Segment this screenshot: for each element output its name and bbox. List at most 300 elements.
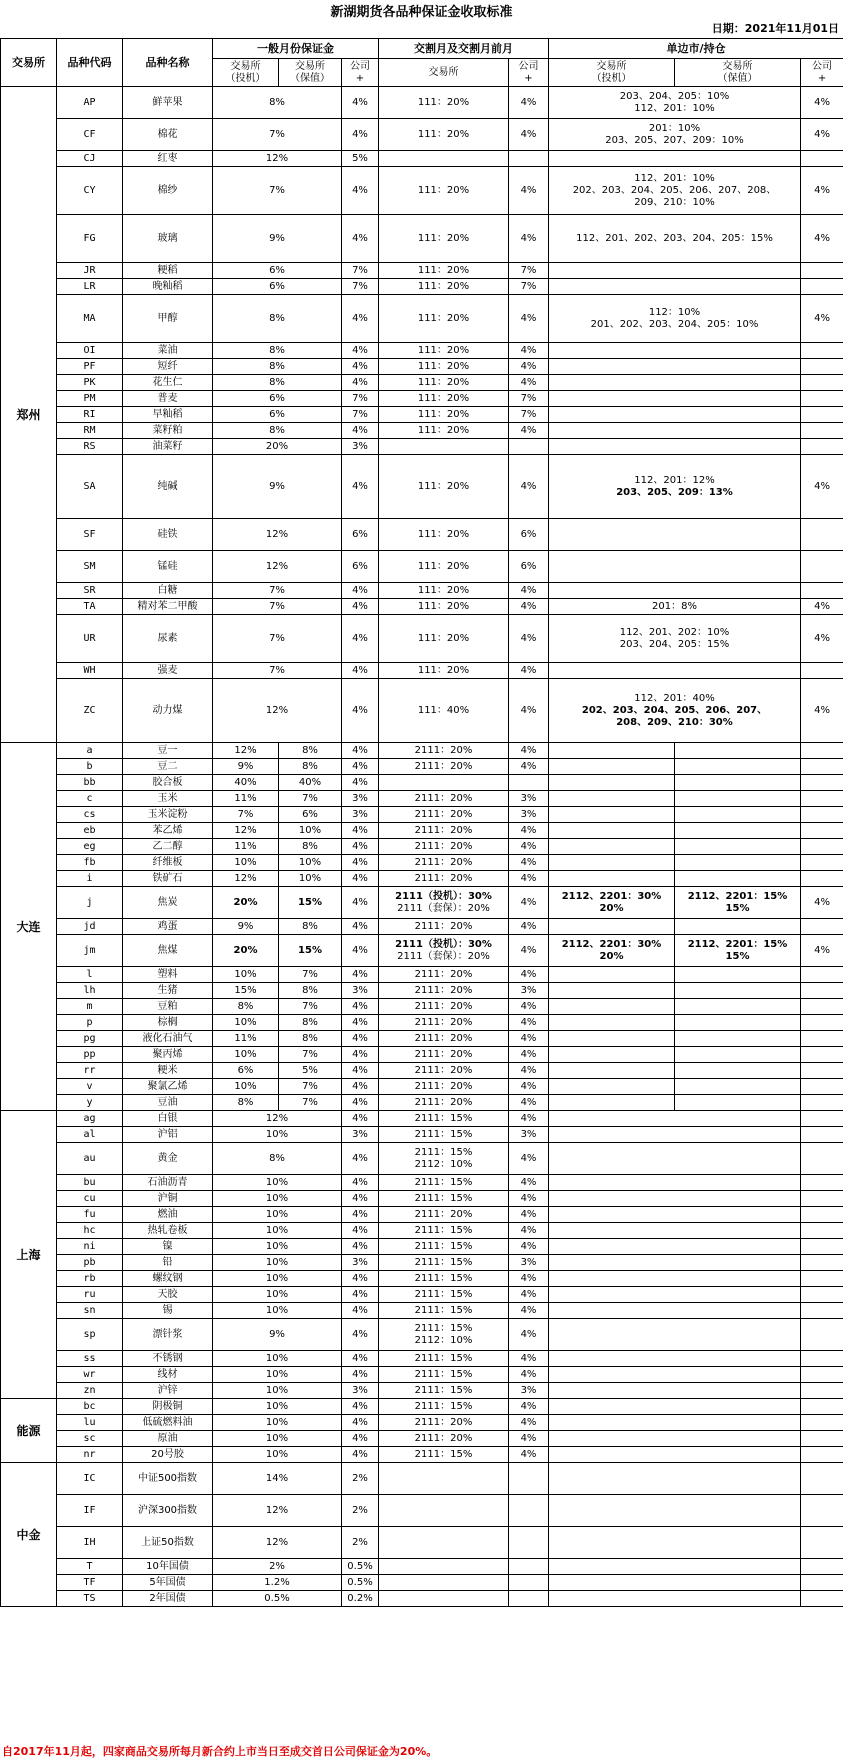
unilateral-hedge xyxy=(675,887,801,919)
delivery-company-margin: 4% xyxy=(509,1095,549,1111)
table-row xyxy=(1,391,843,407)
product-name: 菜籽粕 xyxy=(123,423,213,439)
spec-margin: 7% xyxy=(213,807,279,823)
table-row xyxy=(1,1399,843,1415)
product-code: l xyxy=(57,967,123,983)
margin-table xyxy=(0,38,843,1607)
company-margin: 3% xyxy=(342,1383,379,1399)
unilateral-hedge xyxy=(675,823,801,839)
spec-margin: 10% xyxy=(213,855,279,871)
delivery-margin: 111：20% xyxy=(379,519,509,551)
company-margin: 4% xyxy=(342,919,379,935)
product-code: TA xyxy=(57,599,123,615)
hedge-margin: 8% xyxy=(279,983,342,999)
company-margin: 4% xyxy=(342,1063,379,1079)
delivery-company-margin: 4% xyxy=(509,999,549,1015)
delivery-margin: 2111：15% xyxy=(379,1367,509,1383)
delivery-margin: 111：20% xyxy=(379,663,509,679)
unilateral-spec xyxy=(549,855,675,871)
product-code: b xyxy=(57,759,123,775)
header-unilateral-company-line: 公司 xyxy=(812,60,833,72)
header-unilateral-hedge-line: （保值） xyxy=(717,72,758,84)
table-row xyxy=(1,455,843,519)
company-margin: 4% xyxy=(342,1095,379,1111)
product-name: 沪锌 xyxy=(123,1383,213,1399)
unilateral-margin xyxy=(549,1367,801,1383)
delivery-company-margin: 4% xyxy=(509,1191,549,1207)
product-name: 玻璃 xyxy=(123,215,213,263)
unilateral-margin xyxy=(549,1527,801,1559)
delivery-margin: 111：20% xyxy=(379,423,509,439)
unilateral-spec xyxy=(549,759,675,775)
product-name: 生猪 xyxy=(123,983,213,999)
table-row xyxy=(1,1207,843,1223)
unilateral-margin xyxy=(549,1495,801,1527)
hedge-margin: 10% xyxy=(279,871,342,887)
product-code: IH xyxy=(57,1527,123,1559)
company-margin: 3% xyxy=(342,791,379,807)
unilateral-company-margin xyxy=(801,1047,843,1063)
delivery-company-margin: 4% xyxy=(509,1351,549,1367)
exchange-margin: 12% xyxy=(213,1111,342,1127)
exchange-margin: 14% xyxy=(213,1463,342,1495)
delivery-margin-line: 2111（套保）：20% xyxy=(397,950,490,962)
product-code: ni xyxy=(57,1239,123,1255)
company-margin: 4% xyxy=(342,1223,379,1239)
unilateral-company-margin: 4% xyxy=(801,679,843,743)
delivery-company-margin: 7% xyxy=(509,407,549,423)
product-name: 白银 xyxy=(123,1111,213,1127)
spec-margin: 11% xyxy=(213,839,279,855)
product-name: 低硫燃料油 xyxy=(123,1415,213,1431)
unilateral-margin xyxy=(549,279,801,295)
unilateral-margin xyxy=(549,1143,801,1175)
unilateral-hedge xyxy=(675,743,801,759)
product-code: sn xyxy=(57,1303,123,1319)
unilateral-margin-line: 202、203、204、205、206、207、208、 xyxy=(572,184,777,196)
delivery-company-margin: 4% xyxy=(509,935,549,967)
table-row xyxy=(1,1287,843,1303)
table-row xyxy=(1,823,843,839)
unilateral-margin-line: 201：10% xyxy=(648,122,701,134)
delivery-margin: 111：20% xyxy=(379,551,509,583)
exchange-margin: 0.5% xyxy=(213,1591,342,1607)
unilateral-company-margin xyxy=(801,1111,843,1127)
delivery-company-margin: 4% xyxy=(509,599,549,615)
product-code: ss xyxy=(57,1351,123,1367)
delivery-margin: 2111：15% xyxy=(379,1255,509,1271)
unilateral-company-margin: 4% xyxy=(801,167,843,215)
company-margin: 4% xyxy=(342,215,379,263)
header-unilateral-company xyxy=(801,59,843,87)
unilateral-spec-line: 2112、2201：30% xyxy=(561,938,662,950)
delivery-margin: 111：20% xyxy=(379,167,509,215)
table-row xyxy=(1,839,843,855)
header-unilateral-company-line: + xyxy=(817,72,827,84)
product-code: nr xyxy=(57,1447,123,1463)
product-code: i xyxy=(57,871,123,887)
table-row xyxy=(1,87,843,119)
unilateral-company-margin xyxy=(801,1255,843,1271)
delivery-company-margin: 4% xyxy=(509,759,549,775)
header-spec-line: （投机） xyxy=(225,72,266,84)
company-margin: 4% xyxy=(342,1143,379,1175)
table-row xyxy=(1,1079,843,1095)
exchange-margin: 10% xyxy=(213,1399,342,1415)
company-margin: 4% xyxy=(342,1367,379,1383)
exchange-margin: 8% xyxy=(213,359,342,375)
spec-margin: 10% xyxy=(213,1015,279,1031)
product-name: 锰硅 xyxy=(123,551,213,583)
spec-margin: 10% xyxy=(213,967,279,983)
product-code: PM xyxy=(57,391,123,407)
product-name: 沪铜 xyxy=(123,1191,213,1207)
unilateral-spec-line: 20% xyxy=(599,950,624,962)
exchange-margin: 10% xyxy=(213,1271,342,1287)
unilateral-company-margin xyxy=(801,1015,843,1031)
delivery-company-margin: 4% xyxy=(509,343,549,359)
unilateral-company-margin xyxy=(801,1063,843,1079)
exchange-margin: 10% xyxy=(213,1127,342,1143)
product-name: 强麦 xyxy=(123,663,213,679)
exchange-margin: 9% xyxy=(213,215,342,263)
delivery-margin xyxy=(379,1143,509,1175)
product-name: 豆二 xyxy=(123,759,213,775)
unilateral-hedge xyxy=(675,855,801,871)
company-margin: 0.5% xyxy=(342,1575,379,1591)
delivery-company-margin: 4% xyxy=(509,871,549,887)
unilateral-company-margin xyxy=(801,375,843,391)
unilateral-spec xyxy=(549,1095,675,1111)
unilateral-margin xyxy=(549,295,801,343)
product-name: 豆一 xyxy=(123,743,213,759)
delivery-margin: 2111：15% xyxy=(379,1287,509,1303)
delivery-company-margin: 4% xyxy=(509,1319,549,1351)
delivery-company-margin xyxy=(509,775,549,791)
product-name: 中证500指数 xyxy=(123,1463,213,1495)
delivery-company-margin: 4% xyxy=(509,1031,549,1047)
delivery-margin-line: 2112：10% xyxy=(414,1334,473,1346)
delivery-margin: 111：20% xyxy=(379,263,509,279)
unilateral-margin-line: 112：10% xyxy=(648,306,701,318)
product-name: 液化石油气 xyxy=(123,1031,213,1047)
table-row xyxy=(1,967,843,983)
table-row xyxy=(1,1111,843,1127)
unilateral-margin xyxy=(549,455,801,519)
product-code: v xyxy=(57,1079,123,1095)
product-name: 漂针浆 xyxy=(123,1319,213,1351)
spec-margin: 15% xyxy=(213,983,279,999)
unilateral-company-margin xyxy=(801,1367,843,1383)
product-code: lh xyxy=(57,983,123,999)
product-code: RI xyxy=(57,407,123,423)
delivery-margin xyxy=(379,1559,509,1575)
product-name: 镍 xyxy=(123,1239,213,1255)
unilateral-margin xyxy=(549,679,801,743)
hedge-margin: 8% xyxy=(279,743,342,759)
delivery-margin: 2111：20% xyxy=(379,791,509,807)
header-unilateral-margin: 单边市/持仓 xyxy=(549,39,843,59)
product-name: 棉花 xyxy=(123,119,213,151)
product-code: j xyxy=(57,887,123,919)
delivery-company-margin: 4% xyxy=(509,663,549,679)
delivery-margin: 2111：15% xyxy=(379,1239,509,1255)
product-name: 铅 xyxy=(123,1255,213,1271)
exchange-margin: 10% xyxy=(213,1367,342,1383)
unilateral-hedge xyxy=(675,759,801,775)
spec-margin: 10% xyxy=(213,1079,279,1095)
company-margin: 4% xyxy=(342,1303,379,1319)
table-row xyxy=(1,1495,843,1527)
delivery-margin: 2111：20% xyxy=(379,807,509,823)
unilateral-spec xyxy=(549,935,675,967)
product-name: 苯乙烯 xyxy=(123,823,213,839)
product-code: bc xyxy=(57,1399,123,1415)
product-code: pp xyxy=(57,1047,123,1063)
exchange-margin: 7% xyxy=(213,583,342,599)
unilateral-company-margin xyxy=(801,407,843,423)
exchange-margin: 7% xyxy=(213,615,342,663)
delivery-margin xyxy=(379,1463,509,1495)
product-name: 普麦 xyxy=(123,391,213,407)
product-code: MA xyxy=(57,295,123,343)
product-name: 燃油 xyxy=(123,1207,213,1223)
product-name: 精对苯二甲酸 xyxy=(123,599,213,615)
delivery-margin: 2111：15% xyxy=(379,1191,509,1207)
company-margin: 4% xyxy=(342,583,379,599)
company-margin: 4% xyxy=(342,1319,379,1351)
unilateral-margin xyxy=(549,1463,801,1495)
delivery-margin: 2111：20% xyxy=(379,1207,509,1223)
product-name: 阴极铜 xyxy=(123,1399,213,1415)
delivery-margin xyxy=(379,775,509,791)
product-code: PF xyxy=(57,359,123,375)
unilateral-margin xyxy=(549,1207,801,1223)
company-margin: 4% xyxy=(342,1047,379,1063)
delivery-company-margin: 4% xyxy=(509,1303,549,1319)
company-margin: 4% xyxy=(342,119,379,151)
unilateral-margin xyxy=(549,439,801,455)
product-code: sp xyxy=(57,1319,123,1351)
unilateral-company-margin xyxy=(801,1591,843,1607)
company-margin: 2% xyxy=(342,1527,379,1559)
unilateral-margin xyxy=(549,423,801,439)
company-margin: 4% xyxy=(342,855,379,871)
delivery-company-margin: 4% xyxy=(509,1063,549,1079)
unilateral-margin-line: 202、203、204、205、206、207、 xyxy=(581,704,768,716)
unilateral-spec xyxy=(549,1047,675,1063)
unilateral-company-margin xyxy=(801,1207,843,1223)
company-margin: 3% xyxy=(342,1255,379,1271)
unilateral-hedge xyxy=(675,967,801,983)
company-margin: 4% xyxy=(342,1271,379,1287)
unilateral-spec xyxy=(549,983,675,999)
delivery-margin: 2111：20% xyxy=(379,823,509,839)
table-row xyxy=(1,1239,843,1255)
table-row xyxy=(1,1191,843,1207)
spec-margin: 11% xyxy=(213,791,279,807)
delivery-company-margin: 3% xyxy=(509,1255,549,1271)
table-row xyxy=(1,1255,843,1271)
table-row xyxy=(1,119,843,151)
product-code: bu xyxy=(57,1175,123,1191)
table-row xyxy=(1,1047,843,1063)
delivery-margin-line: 2111（套保）：20% xyxy=(397,902,490,914)
spec-margin: 40% xyxy=(213,775,279,791)
unilateral-spec xyxy=(549,823,675,839)
footnote: 自2017年11月起，四家商品交易所每月新合约上市当日至成交首日公司保证金为20%。 xyxy=(2,1745,438,1758)
unilateral-margin xyxy=(549,1287,801,1303)
table-row xyxy=(1,1591,843,1607)
delivery-company-margin: 4% xyxy=(509,423,549,439)
delivery-margin: 2111：15% xyxy=(379,1175,509,1191)
delivery-margin-line: 2111：15% xyxy=(414,1146,473,1158)
delivery-company-margin xyxy=(509,1575,549,1591)
exchange-margin: 6% xyxy=(213,407,342,423)
header-hedge-line: （保值） xyxy=(290,72,330,84)
exchange-margin: 12% xyxy=(213,551,342,583)
unilateral-margin xyxy=(549,1175,801,1191)
table-row xyxy=(1,1575,843,1591)
company-margin: 4% xyxy=(342,1031,379,1047)
unilateral-company-margin xyxy=(801,1271,843,1287)
delivery-company-margin xyxy=(509,1591,549,1607)
unilateral-margin-line: 209、210：10% xyxy=(634,196,715,208)
unilateral-margin xyxy=(549,375,801,391)
unilateral-margin xyxy=(549,1111,801,1127)
delivery-margin: 2111：20% xyxy=(379,871,509,887)
delivery-company-margin: 4% xyxy=(509,295,549,343)
delivery-company-margin: 4% xyxy=(509,1207,549,1223)
table-row xyxy=(1,1415,843,1431)
unilateral-hedge xyxy=(675,983,801,999)
delivery-company-margin: 6% xyxy=(509,519,549,551)
product-code: SR xyxy=(57,583,123,599)
product-name: 焦炭 xyxy=(123,887,213,919)
delivery-margin: 111：20% xyxy=(379,455,509,519)
company-margin: 4% xyxy=(342,359,379,375)
delivery-company-margin: 6% xyxy=(509,551,549,583)
company-margin: 0.2% xyxy=(342,1591,379,1607)
delivery-margin: 2111：20% xyxy=(379,999,509,1015)
unilateral-margin-line: 112、201：12% xyxy=(634,474,715,486)
product-code: jm xyxy=(57,935,123,967)
header-name: 品种名称 xyxy=(123,39,213,87)
delivery-margin: 2111：15% xyxy=(379,1303,509,1319)
hedge-margin: 6% xyxy=(279,807,342,823)
unilateral-company-margin xyxy=(801,391,843,407)
product-name: 乙二醇 xyxy=(123,839,213,855)
company-margin: 6% xyxy=(342,519,379,551)
product-code: RM xyxy=(57,423,123,439)
unilateral-spec xyxy=(549,807,675,823)
delivery-margin: 2111：20% xyxy=(379,759,509,775)
delivery-company-margin: 4% xyxy=(509,1271,549,1287)
hedge-margin: 8% xyxy=(279,1015,342,1031)
exchange-margin: 10% xyxy=(213,1303,342,1319)
delivery-company-margin: 4% xyxy=(509,87,549,119)
company-margin: 7% xyxy=(342,279,379,295)
unilateral-company-margin xyxy=(801,343,843,359)
unilateral-hedge xyxy=(675,1031,801,1047)
hedge-margin: 8% xyxy=(279,919,342,935)
unilateral-margin xyxy=(549,1383,801,1399)
hedge-margin: 7% xyxy=(279,791,342,807)
table-row xyxy=(1,439,843,455)
unilateral-margin xyxy=(549,1575,801,1591)
table-row xyxy=(1,407,843,423)
unilateral-company-margin xyxy=(801,1431,843,1447)
delivery-company-margin: 4% xyxy=(509,375,549,391)
table-row xyxy=(1,1063,843,1079)
unilateral-company-margin: 4% xyxy=(801,615,843,663)
company-margin: 4% xyxy=(342,343,379,359)
product-code: SF xyxy=(57,519,123,551)
unilateral-spec-line: 2112、2201：30% xyxy=(561,890,662,902)
delivery-margin: 2111：15% xyxy=(379,1447,509,1463)
product-code: PK xyxy=(57,375,123,391)
product-name: 10年国债 xyxy=(123,1559,213,1575)
unilateral-hedge xyxy=(675,999,801,1015)
exchange-margin: 12% xyxy=(213,1527,342,1559)
unilateral-company-margin xyxy=(801,999,843,1015)
delivery-margin xyxy=(379,1575,509,1591)
table-row xyxy=(1,1223,843,1239)
table-row xyxy=(1,1031,843,1047)
exchange-margin: 8% xyxy=(213,343,342,359)
product-code: IC xyxy=(57,1463,123,1495)
product-code: cu xyxy=(57,1191,123,1207)
company-margin: 4% xyxy=(342,743,379,759)
product-name: 沪铝 xyxy=(123,1127,213,1143)
product-name: 沪深300指数 xyxy=(123,1495,213,1527)
delivery-company-margin: 4% xyxy=(509,1015,549,1031)
table-row xyxy=(1,679,843,743)
spec-margin: 20% xyxy=(213,887,279,919)
product-code: CF xyxy=(57,119,123,151)
unilateral-margin xyxy=(549,1559,801,1575)
delivery-company-margin: 3% xyxy=(509,1127,549,1143)
unilateral-company-margin: 4% xyxy=(801,887,843,919)
unilateral-company-margin xyxy=(801,263,843,279)
company-margin: 4% xyxy=(342,1431,379,1447)
unilateral-margin xyxy=(549,1303,801,1319)
unilateral-company-margin xyxy=(801,871,843,887)
unilateral-margin xyxy=(549,87,801,119)
delivery-company-margin: 4% xyxy=(509,855,549,871)
unilateral-hedge-line: 2112、2201：15% xyxy=(687,890,788,902)
delivery-company-margin: 7% xyxy=(509,391,549,407)
table-row xyxy=(1,919,843,935)
table-row xyxy=(1,887,843,919)
product-name: 锡 xyxy=(123,1303,213,1319)
delivery-margin-line: 2111：15% xyxy=(414,1322,473,1334)
company-margin: 4% xyxy=(342,1079,379,1095)
exchange-margin: 2% xyxy=(213,1559,342,1575)
header-hedge xyxy=(279,59,342,87)
delivery-company-margin: 4% xyxy=(509,1287,549,1303)
company-margin: 4% xyxy=(342,167,379,215)
unilateral-company-margin xyxy=(801,1175,843,1191)
delivery-company-margin: 4% xyxy=(509,1223,549,1239)
product-code: au xyxy=(57,1143,123,1175)
header-unilateral-spec-line: 交易所 xyxy=(596,60,627,72)
unilateral-spec xyxy=(549,839,675,855)
company-margin: 5% xyxy=(342,151,379,167)
spec-margin: 12% xyxy=(213,823,279,839)
unilateral-margin xyxy=(549,343,801,359)
product-name: 鸡蛋 xyxy=(123,919,213,935)
